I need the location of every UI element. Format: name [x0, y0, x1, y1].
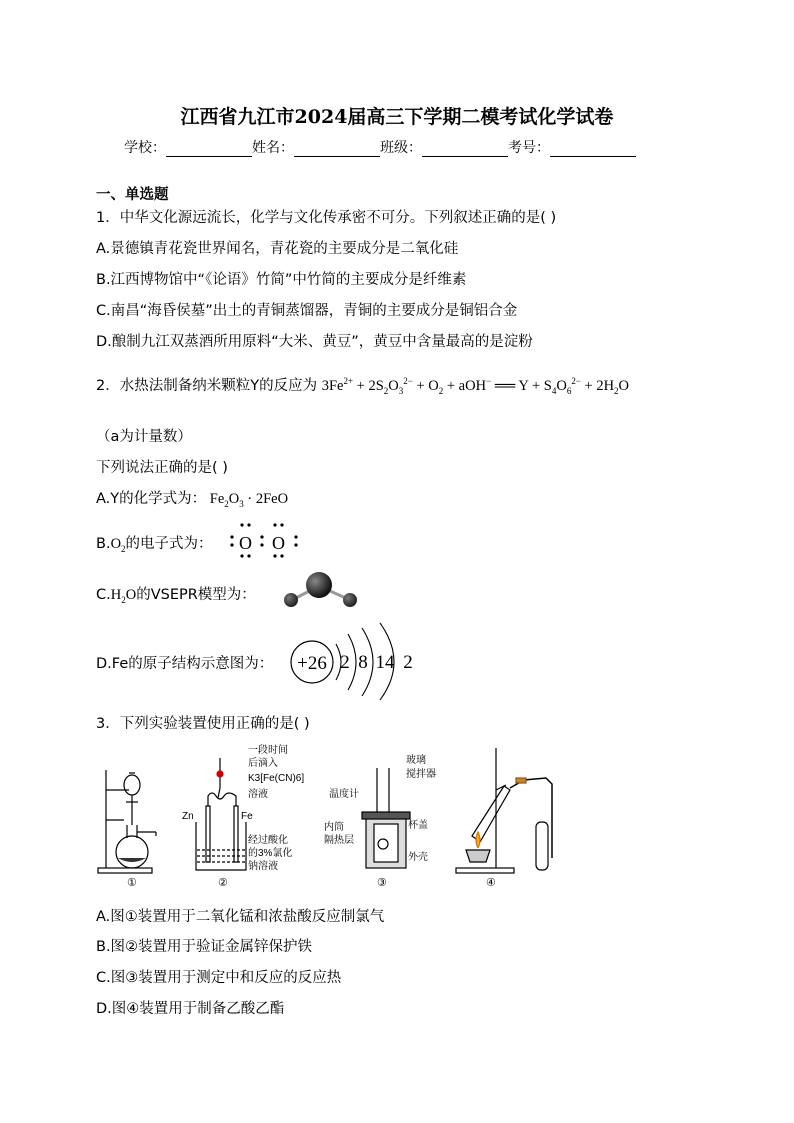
student-info-line: [124, 137, 636, 157]
figure-label-2: ②: [218, 877, 228, 889]
q1-option-a: A.景德镇青花瓷世界闻名，青花瓷的主要成分是二氧化硅: [96, 241, 459, 257]
solution-label: 溶液: [248, 789, 268, 800]
exam-no-label: 考号：: [508, 140, 550, 156]
add-label-1: 一段时间: [248, 745, 288, 756]
q2-option-c-prefix: C.: [96, 587, 111, 603]
nacl-label-1: 经过酸化: [248, 835, 288, 846]
q1-stem: 1．中华文化源远流长，化学与文化传承密不可分。下列叙述正确的是( ): [96, 210, 557, 226]
name-label: 姓名：: [252, 140, 294, 156]
q2-option-a-text: A.Y的化学式为：: [96, 491, 207, 507]
q3-option-a: A.图①装置用于二氧化锰和浓盐酸反应制氯气: [96, 909, 385, 925]
fe-shell-3: 14: [375, 652, 395, 673]
q3-apparatus-figure: [96, 740, 566, 890]
q2-stem-text: 2．水热法制备纳米颗粒Y的反应为: [96, 378, 318, 394]
svg-text:O: O: [239, 533, 252, 553]
q2-stem: [96, 374, 629, 396]
q2-equation: $3Fe^{2+} + 2S_2O_3^{2-} + O_2 + aOH^-$ ══ $Y + S_4O_6^{2-} + 2H_2O$: [321, 376, 630, 396]
apparatus-1-chlorine-generator: [98, 770, 156, 873]
figure-label-4: ④: [486, 877, 496, 889]
q2-ask: 下列说法正确的是( ): [96, 460, 228, 476]
o2-formula: $O_2$: [110, 536, 126, 554]
apparatus-3-calorimeter: [362, 768, 410, 868]
reagent-label: K3[Fe(CN)6]: [248, 773, 305, 784]
class-blank[interactable]: [422, 142, 508, 157]
fe-shell-4: 2: [403, 652, 413, 673]
zn-label: Zn: [182, 811, 194, 822]
page-title: 江西省九江市2024届高三下学期二模考试化学试卷: [180, 106, 614, 128]
q1-option-b: B.江西博物馆中“《论语》竹简”中竹简的主要成分是纤维素: [96, 272, 467, 288]
inner-label: 内筒: [324, 822, 344, 833]
q2-option-c: [96, 583, 256, 605]
q2-option-a: [96, 487, 288, 509]
shell-label: 外壳: [408, 852, 428, 863]
q2-option-b: [96, 532, 213, 554]
stirrer-label-2: 搅拌器: [406, 769, 436, 780]
h2o-vsepr-model: [278, 570, 364, 612]
fe-nucleus-charge: +26: [297, 653, 327, 674]
q2-option-c-text: 的VSEPR模型为：: [136, 587, 256, 603]
nacl-label-2: 的3%氯化: [248, 848, 293, 859]
fe-label: Fe: [241, 811, 253, 822]
apparatus-4-ester-synthesis: [456, 748, 552, 873]
q3-option-c: C.图③装置用于测定中和反应的反应热: [96, 970, 342, 986]
exam-no-blank[interactable]: [550, 142, 636, 157]
fe-shell-1: 2: [340, 652, 350, 673]
q2-option-b-prefix: B.: [96, 536, 111, 552]
q1-option-d: D.酿制九江双蒸酒所用原料“大米、黄豆”，黄豆中含量最高的是淀粉: [96, 334, 533, 350]
q1-option-c: C.南昌“海昏侯墓”出土的青铜蒸馏器，青铜的主要成分是铜铝合金: [96, 303, 518, 319]
figure-label-1: ①: [127, 877, 137, 889]
h2o-formula: $H_2O$: [110, 587, 137, 605]
stirrer-label-1: 玻璃: [406, 755, 426, 766]
thermometer-label: 温度计: [329, 789, 359, 800]
q3-option-b: B.图②装置用于验证金属锌保护铁: [96, 939, 313, 955]
section-heading: 一、单选题: [96, 187, 169, 203]
school-blank[interactable]: [166, 142, 252, 157]
school-label: 学校：: [124, 140, 166, 156]
q3-option-d: D.图④装置用于制备乙酸乙酯: [96, 1001, 285, 1017]
o2-electron-dot-diagram: [226, 518, 306, 560]
q2-option-d: D.Fe的原子结构示意图为：: [96, 656, 274, 672]
nacl-label-3: 钠溶液: [248, 861, 278, 872]
apparatus-2-zinc-iron-cell: [196, 758, 246, 870]
name-blank[interactable]: [294, 142, 380, 157]
q2-note: （a为计量数）: [96, 429, 192, 445]
add-label-2: 后滴入: [248, 758, 278, 769]
insulation-label: 隔热层: [324, 835, 354, 846]
q2-option-b-text: 的电子式为：: [125, 536, 213, 552]
class-label: 班级：: [380, 140, 422, 156]
fe-atomic-structure-diagram: [284, 620, 420, 700]
lid-label: 杯盖: [408, 820, 428, 831]
fe-shell-2: 8: [358, 652, 368, 673]
svg-text:O: O: [272, 533, 285, 553]
q3-stem: 3．下列实验装置使用正确的是( ): [96, 716, 310, 732]
figure-label-3: ③: [377, 877, 387, 889]
fe-oxide-formula: $Fe_2O_3 \cdot 2FeO$: [206, 491, 289, 509]
